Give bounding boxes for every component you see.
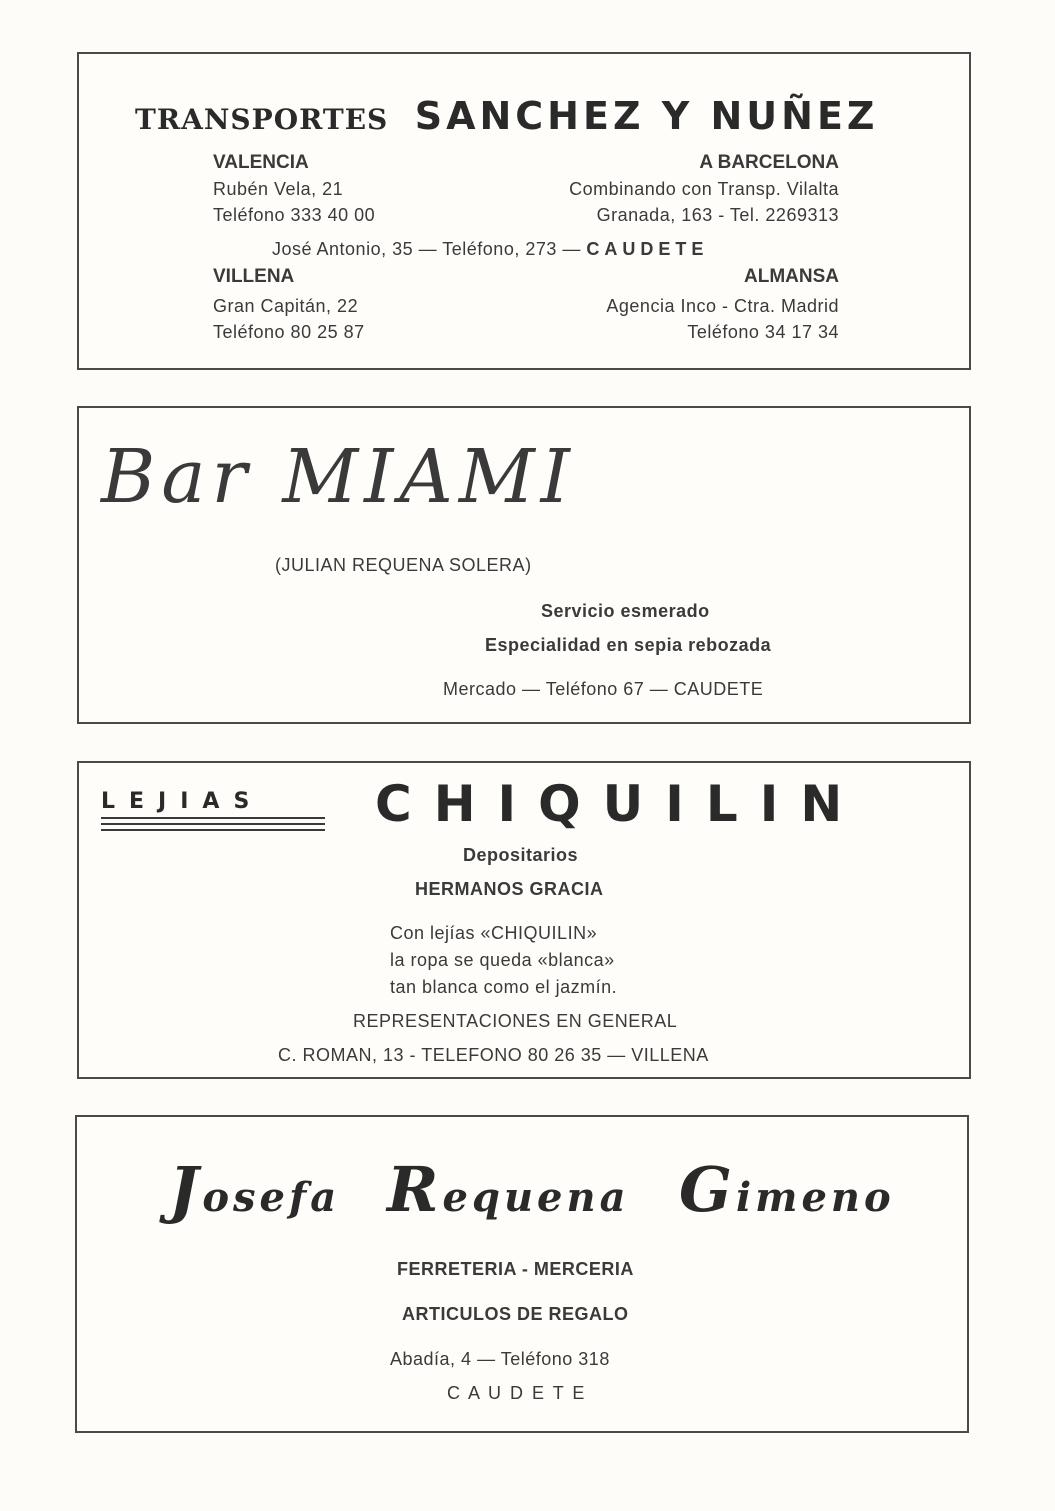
ad-transportes <box>77 52 971 370</box>
name-gimeno <box>679 1153 895 1226</box>
articulos-regalo: ARTICULOS DE REGALO <box>402 1304 629 1324</box>
verse-line-1: Con lejías «CHIQUILIN» <box>390 923 598 943</box>
bar-service: Servicio esmerado <box>541 601 710 621</box>
caudete-address: José Antonio, 35 — Teléfono, 273 — <box>272 239 581 259</box>
name-requena <box>387 1153 629 1226</box>
barcelona-city: A BARCELONA <box>699 152 839 173</box>
name-josefa-rest: osefa <box>202 1174 341 1221</box>
barcelona-line2: Granada, 163 - Tel. 2269313 <box>596 205 839 225</box>
lejias-label: LEJIAS <box>101 789 264 814</box>
valencia-address: Rubén Vela, 21 <box>213 179 344 199</box>
representaciones: REPRESENTACIONES EN GENERAL <box>353 1011 678 1031</box>
bar-title: Bar MIAMI <box>101 434 576 520</box>
hermanos-gracia: HERMANOS GRACIA <box>415 879 604 899</box>
lejias-rule-2 <box>101 823 325 825</box>
ad-lejias-chiquilin <box>77 761 971 1079</box>
transportes-title <box>135 94 878 138</box>
chiquilin-brand: CHIQUILIN <box>375 775 865 833</box>
villena-city: VILLENA <box>213 266 295 287</box>
bar-address: Mercado — Teléfono 67 — CAUDETE <box>443 679 764 699</box>
valencia-city: VALENCIA <box>213 152 309 173</box>
name-gimeno-cap: G <box>679 1153 736 1226</box>
lejias-address: C. ROMAN, 13 - TELEFONO 80 26 35 — VILLENA <box>278 1045 709 1065</box>
villena-phone: Teléfono 80 25 87 <box>213 322 365 342</box>
ferreteria-merceria: FERRETERIA - MERCERIA <box>397 1259 634 1279</box>
josefa-town: C A U D E T E <box>447 1383 587 1403</box>
bar-owner: (JULIAN REQUENA SOLERA) <box>275 555 532 575</box>
ad-bar-miami <box>77 406 971 724</box>
ad-josefa-requena <box>75 1115 969 1433</box>
barcelona-line1: Combinando con Transp. Vilalta <box>569 179 839 199</box>
name-gimeno-rest: imeno <box>735 1174 895 1221</box>
lejias-rule-1 <box>101 817 325 819</box>
caudete-line <box>272 239 708 260</box>
bar-specialty: Especialidad en sepia rebozada <box>485 635 772 655</box>
verse-line-2: la ropa se queda «blanca» <box>390 950 615 970</box>
depositarios: Depositarios <box>463 845 579 865</box>
caudete-town: CAUDETE <box>586 239 709 259</box>
valencia-phone: Teléfono 333 40 00 <box>213 205 376 225</box>
title-prefix: TRANSPORTES <box>135 103 389 136</box>
almansa-address: Agencia Inco - Ctra. Madrid <box>606 296 839 316</box>
lejias-rule-3 <box>101 829 325 831</box>
name-requena-rest: equena <box>442 1174 630 1221</box>
almansa-city: ALMANSA <box>744 266 839 287</box>
josefa-address: Abadía, 4 — Teléfono 318 <box>390 1349 610 1369</box>
name-requena-cap: R <box>387 1153 443 1226</box>
villena-address: Gran Capitán, 22 <box>213 296 359 316</box>
almansa-phone: Teléfono 34 17 34 <box>687 322 839 342</box>
verse-line-3: tan blanca como el jazmín. <box>390 977 618 997</box>
title-main: SANCHEZ Y NUÑEZ <box>414 94 879 138</box>
name-josefa <box>169 1153 340 1226</box>
name-josefa-cap: J <box>169 1153 203 1226</box>
